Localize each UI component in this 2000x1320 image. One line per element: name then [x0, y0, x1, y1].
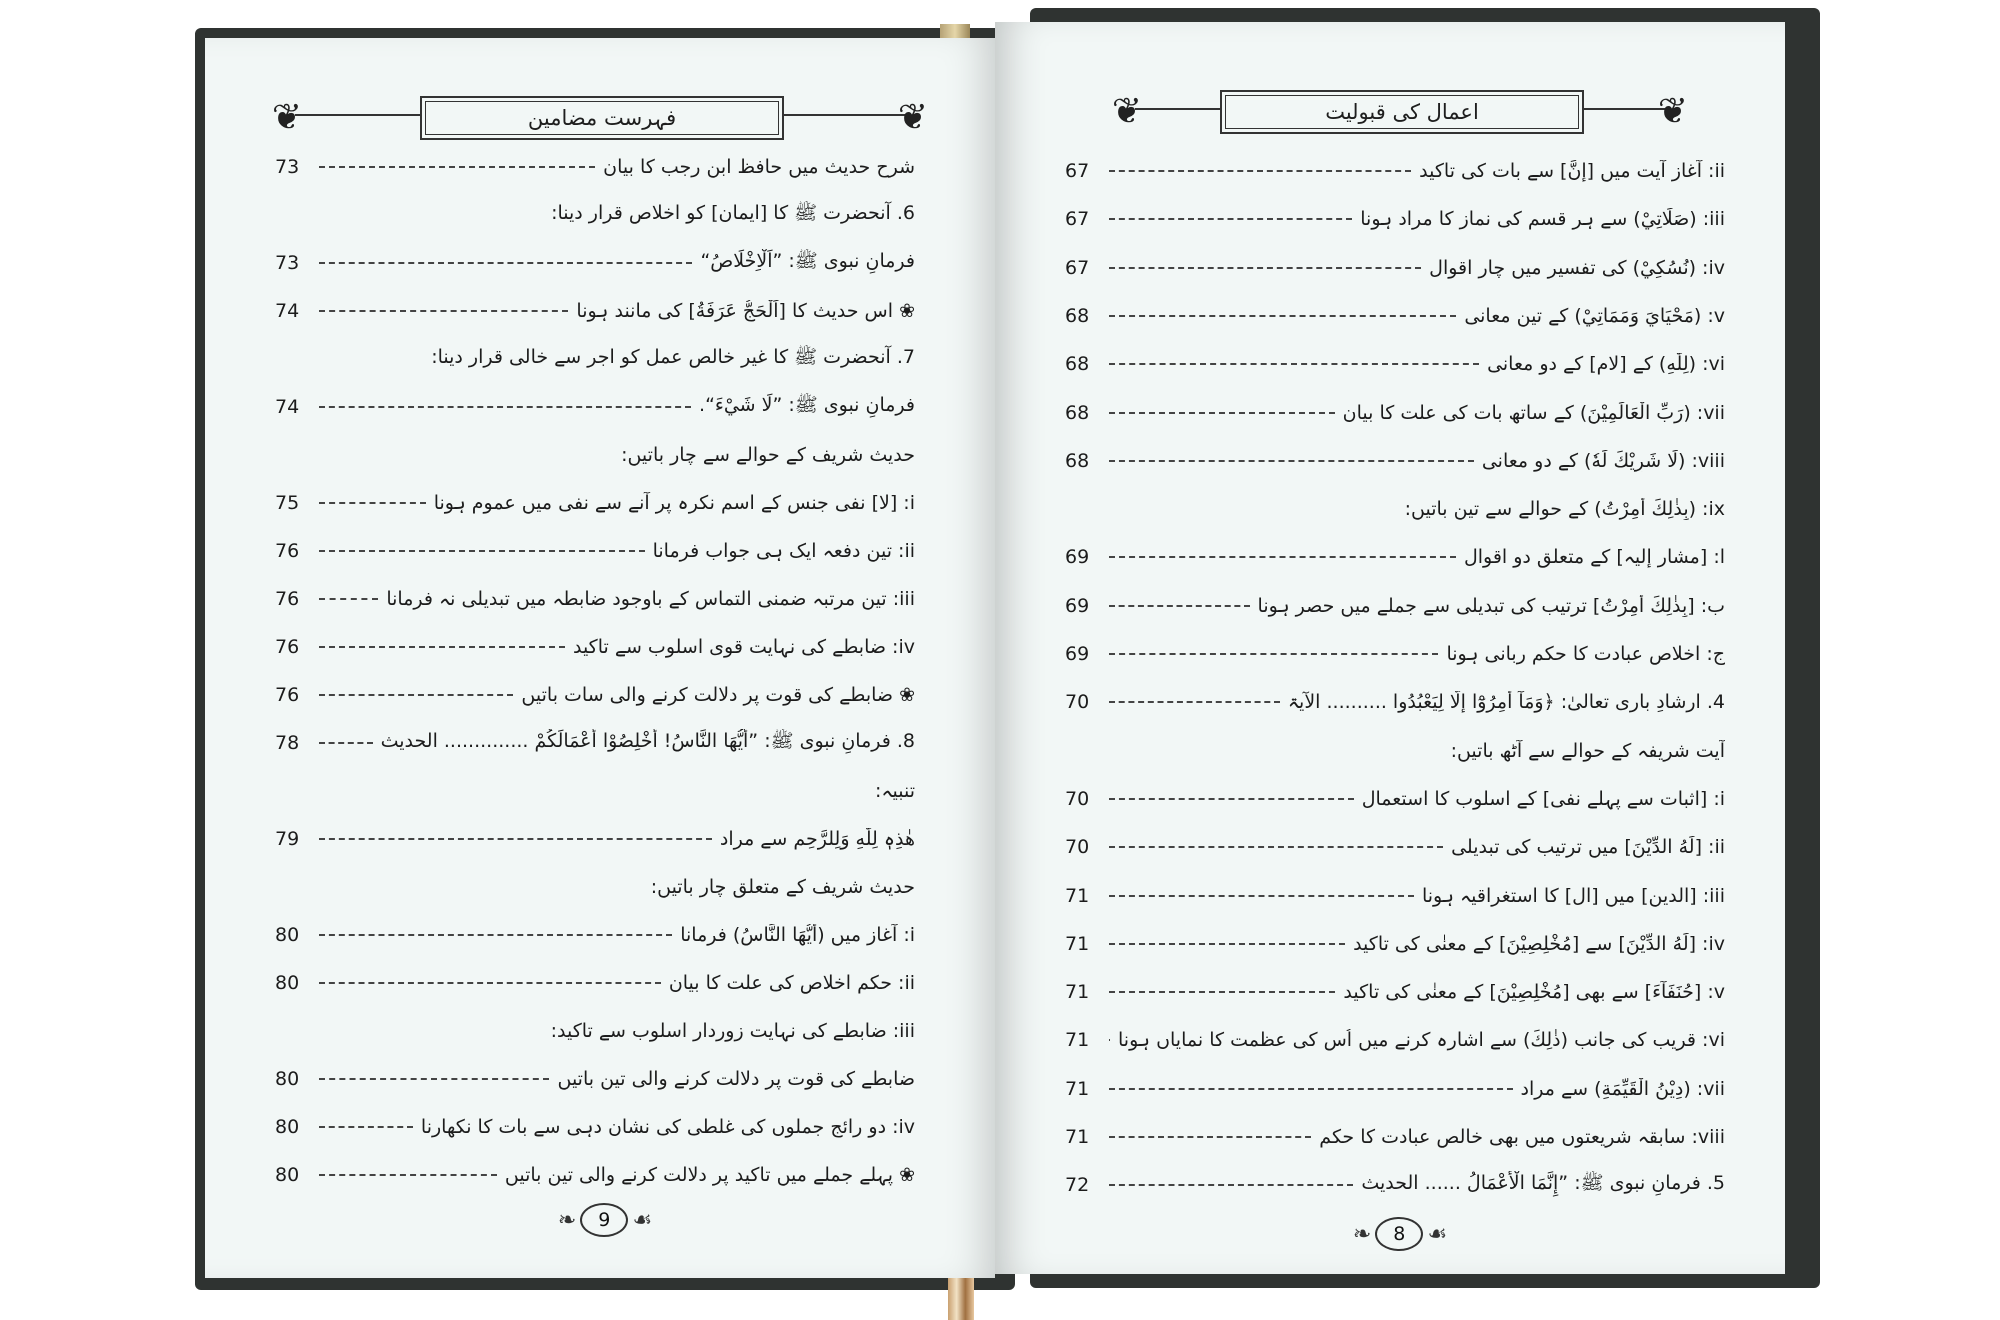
toc-entry	[275, 390, 915, 424]
toc-entry-text: v: [حُنَفَآءَ] سے بھی [مُخْلِصِيْنَ] کے معنٰی کی تاکید	[1343, 981, 1725, 1004]
toc-page-number: 67	[1065, 208, 1090, 231]
toc-entry	[1065, 975, 1725, 1009]
toc-entry-text: i: [اثبات سے پہلے نفی] کے اسلوب کا استعمال	[1361, 787, 1725, 810]
toc-entry	[1065, 299, 1725, 333]
toc-entry	[1065, 492, 1725, 526]
toc-entry-text: iii: [الدین] میں [ال] کا استغراقیہ ہونا	[1421, 884, 1725, 907]
toc-page-number: 71	[1065, 981, 1090, 1004]
ornament-icon: ❦	[271, 97, 303, 138]
page-title: اعمال کی قبولیت	[1220, 90, 1584, 134]
dot-leader	[1109, 895, 1414, 897]
toc-entry	[1065, 1023, 1725, 1057]
toc-entry-text: iii: تین مرتبہ ضمنی التماس کے باوجود ضابطہ میں تبدیلی نہ فرمانا	[386, 588, 915, 610]
toc-entry-text: ب: [بِذٰلِكَ أُمِرْتُ] ترتیب کی تبدیلی سے جملے میں حصر ہونا	[1257, 594, 1725, 617]
ornament-icon: ❦	[1111, 91, 1143, 132]
toc-entry-text: v: (مَحْيَايَ وَمَمَاتِيْ) کے تین معانی	[1464, 304, 1725, 327]
flourish-icon: ❧	[1352, 1221, 1372, 1247]
toc-entry	[1065, 347, 1725, 381]
toc-entry	[275, 1110, 915, 1144]
toc-page-number: 74	[275, 300, 300, 322]
toc-entry	[275, 822, 915, 856]
toc-page-number: 75	[275, 492, 300, 514]
toc-entry	[1065, 734, 1725, 768]
dot-leader	[1109, 701, 1280, 703]
toc-entry	[275, 918, 915, 952]
dot-leader	[1109, 170, 1411, 172]
toc-entry	[275, 438, 915, 472]
gilt-page-edge	[940, 24, 970, 38]
dot-leader	[319, 262, 692, 264]
dot-leader	[1109, 605, 1250, 607]
toc-entry	[275, 486, 915, 520]
toc-page-number: 68	[1065, 449, 1090, 472]
toc-entry-text: 7. آنحضرت ﷺ کا غیر خالص عمل کو اجر سے خالی قرار دینا:	[431, 346, 915, 368]
dot-leader	[319, 646, 565, 648]
toc-entry	[275, 678, 915, 712]
page-title: فہرست مضامین	[420, 96, 784, 140]
toc-entry-text: 4. ارشادِ باری تعالیٰ: ﴿وَمَآ أُمِرُوْٓا إِلَّا لِيَعْبُدُوا .......... الآیۃ	[1287, 691, 1725, 714]
toc-page-number: 76	[275, 684, 300, 706]
toc-entry	[1065, 782, 1725, 816]
page-footer	[1325, 1214, 1475, 1254]
toc-page-number: 68	[1065, 353, 1090, 376]
dot-leader	[1109, 460, 1474, 462]
toc-entry	[1065, 444, 1725, 478]
toc-page-number: 69	[1065, 594, 1090, 617]
toc-entry	[1065, 396, 1725, 430]
toc-entry-text: iii: ضابطے کی نہایت زوردار اسلوب سے تاکید:	[550, 1020, 915, 1042]
dot-leader	[1109, 1136, 1311, 1138]
toc-page-number: 74	[275, 396, 300, 418]
toc-page-number: 67	[1065, 160, 1090, 182]
toc-page-number: 80	[275, 1068, 300, 1090]
toc-entry-text: ii: آغازِ آیت میں [إِنَّ] سے بات کی تاکید	[1419, 160, 1725, 182]
toc-page-number: 68	[1065, 304, 1090, 327]
toc-entry-text: ج: اخلاص عبادت کا حکم ربانی ہونا	[1446, 643, 1725, 665]
toc-page-number: 80	[275, 972, 300, 994]
dot-leader	[319, 1126, 413, 1128]
dot-leader	[1109, 846, 1443, 848]
toc-entry-text: شرح حدیث میں حافظ ابن رجب کا بیان	[603, 156, 915, 178]
toc-page-number: 73	[275, 252, 300, 274]
toc-entry-text: vii: (رَبِّ الْعَالَمِيْنَ) کے ساتھ بات کی علت کا بیان	[1342, 401, 1725, 424]
right-page-header	[1105, 84, 1689, 144]
toc-page-number: 71	[1065, 932, 1090, 955]
toc-entry	[275, 630, 915, 664]
right-page	[995, 22, 1785, 1274]
ornament-icon: ❦	[1657, 91, 1689, 132]
toc-entry-text: ix: (بِذٰلِكَ أُمِرْتُ) کے حوالے سے تین باتیں:	[1404, 498, 1725, 521]
toc-entry	[275, 774, 915, 808]
toc-entry	[1065, 202, 1725, 236]
toc-entry	[1065, 1120, 1725, 1154]
dot-leader	[319, 934, 672, 936]
toc-entry	[275, 582, 915, 616]
toc-entry	[275, 342, 915, 376]
toc-entry	[275, 1014, 915, 1048]
toc-entry	[275, 150, 915, 184]
page-footer	[530, 1200, 680, 1240]
toc-page-number: 69	[1065, 643, 1090, 665]
toc-page-number: 76	[275, 636, 300, 658]
toc-entry-text: vii: (دِيْنُ الْقَيِّمَةِ) سے مراد	[1520, 1077, 1725, 1100]
toc-entry	[1065, 251, 1725, 285]
toc-entry-text: vi: (لِلّٰهِ) کے [لام] کے دو معانی	[1487, 353, 1725, 376]
toc-entry	[1065, 685, 1725, 719]
toc-entry	[275, 534, 915, 568]
page-number: 8	[1375, 1217, 1423, 1251]
toc-entry-text: i: [لا] نفی جنس کے اسم نکرہ پر آنے سے نفی میں عموم ہونا	[433, 492, 915, 514]
toc-page-number: 78	[275, 732, 300, 754]
dot-leader	[319, 598, 378, 600]
dot-leader	[319, 166, 595, 168]
toc-entry-text: حدیث شریف کے متعلق چار باتیں:	[650, 876, 915, 898]
toc-entry	[275, 870, 915, 904]
toc-page-number: 76	[275, 540, 300, 562]
toc-entry	[275, 294, 915, 328]
toc-page-number: 80	[275, 1116, 300, 1138]
toc-entry-text: iv: (نُسُكِيْ) کی تفسیر میں چار اقوال	[1429, 256, 1725, 279]
toc-entry-text: iii: (صَلَاتِيْ) سے ہر قسم کی نماز کا مراد ہونا	[1360, 208, 1725, 231]
toc-entry-text: ii: حکم اخلاص کی علت کا بیان	[668, 972, 915, 994]
dot-leader	[1109, 991, 1335, 993]
toc-entry	[275, 1062, 915, 1096]
dot-leader	[1109, 1088, 1513, 1090]
toc-entry-text: حدیث شریف کے حوالے سے چار باتیں:	[621, 444, 915, 466]
toc-page-number: 70	[1065, 836, 1090, 859]
toc-entry-text: تنبیہ:	[874, 780, 915, 802]
dot-leader	[1109, 798, 1354, 800]
toc-entry-text: ❀ پہلے جملے میں تاکید پر دلالت کرنے والی تین باتیں	[504, 1164, 915, 1186]
toc-entry-text: iv: [لَهُ الدِّيْنَ] سے [مُخْلِصِيْنَ] کے معنٰی کی تاکید	[1353, 932, 1725, 955]
dot-leader	[1109, 943, 1345, 945]
toc-entry	[275, 198, 915, 232]
toc-page-number: 70	[1065, 787, 1090, 810]
dot-leader	[319, 742, 373, 744]
dot-leader	[1109, 218, 1352, 220]
dot-leader	[1109, 267, 1421, 269]
toc-entry	[1065, 879, 1725, 913]
dot-leader	[319, 406, 691, 408]
toc-entry-text: 8. فرمانِ نبوی ﷺ: ”أَيُّهَا النَّاسُ! أَخْلِصُوْا أَعْمَالَكُمْ .............. الحدیث	[380, 730, 915, 752]
toc-page-number: 73	[275, 156, 300, 178]
toc-entry-text: 6. آنحضرت ﷺ کا [ایمان] کو اخلاص قرار دینا:	[551, 202, 915, 224]
toc-page-number: 68	[1065, 401, 1090, 424]
toc-entry	[275, 966, 915, 1000]
dot-leader	[319, 502, 426, 504]
toc-page-number: 80	[275, 1164, 300, 1186]
toc-entry-text: ii: [لَهُ الدِّيْنَ] میں ترتیب کی تبدیلی	[1451, 836, 1725, 859]
dot-leader	[319, 1174, 497, 1176]
dot-leader	[1109, 556, 1456, 558]
toc-entry-text: ii: تین دفعہ ایک ہی جواب فرمانا	[652, 540, 915, 562]
toc-entry-text: viii: سابقہ شریعتوں میں بھی خالص عبادت کا حکم	[1319, 1126, 1725, 1148]
toc-page-number: 69	[1065, 546, 1090, 569]
toc-entry-text: فرمانِ نبوی ﷺ: ”اَلْاِخْلَاصُ“	[700, 250, 915, 272]
ornament-icon: ❦	[897, 97, 929, 138]
page-number: 9	[580, 1203, 628, 1237]
left-page-header	[265, 90, 935, 150]
toc-entry	[1065, 540, 1725, 574]
flourish-icon: ☙	[1427, 1221, 1448, 1247]
toc-entry-text: ❀ ضابطے کی قوت پر دلالت کرنے والی سات باتیں	[521, 684, 915, 706]
toc-entry	[1065, 830, 1725, 864]
toc-page-number: 71	[1065, 1126, 1090, 1148]
dot-leader	[319, 550, 645, 552]
toc-entry-text: 5. فرمانِ نبوی ﷺ: ”إِنَّمَا الْأَعْمَالُ ...... الحدیث	[1361, 1172, 1725, 1195]
toc-entry-text: iv: ضابطے کی نہایت قوی اسلوب سے تاکید	[572, 636, 915, 658]
toc-entry	[275, 726, 915, 760]
toc-entry-text: iv: دو رائج جملوں کی غلطی کی نشان دہی سے بات کا نکھارنا	[420, 1116, 915, 1138]
toc-page-number: 79	[275, 828, 300, 850]
toc-entry-text: viii: (لَا شَرِيْكَ لَهٗ) کے دو معانی	[1481, 449, 1725, 472]
left-page	[205, 38, 995, 1278]
toc-entry-text: ❀ اس حدیث کا [اَلْحَجُّ عَرَفَةُ] کی مانند ہونا	[576, 300, 915, 322]
toc-entry-text: ا: [مشار إلیہ] کے متعلق دو اقوال	[1463, 546, 1725, 569]
toc-page-number: 80	[275, 924, 300, 946]
dot-leader	[319, 310, 568, 312]
flourish-icon: ☙	[632, 1207, 653, 1233]
toc-page-number: 71	[1065, 884, 1090, 907]
toc-entry	[275, 1158, 915, 1192]
toc-entry-text: vi: قریب کی جانب (ذٰلِكَ) سے اشارہ کرنے میں اُس کی عظمت کا نمایاں ہونا	[1118, 1029, 1725, 1052]
toc-page-number: 76	[275, 588, 300, 610]
dot-leader	[1109, 412, 1335, 414]
toc-entry	[1065, 589, 1725, 623]
toc-entry	[1065, 637, 1725, 671]
toc-entry	[1065, 154, 1725, 188]
toc-page-number: 71	[1065, 1029, 1090, 1052]
dot-leader	[319, 982, 661, 984]
dot-leader	[319, 1078, 549, 1080]
toc-entry	[275, 246, 915, 280]
toc-entry	[1065, 927, 1725, 961]
dot-leader	[319, 838, 712, 840]
dot-leader	[1109, 1039, 1110, 1041]
toc-entry	[1065, 1072, 1725, 1106]
dot-leader	[1109, 363, 1479, 365]
toc-entry-text: فرمانِ نبوی ﷺ: ”لَا شَيْءَ“.	[699, 394, 915, 416]
toc-entry-text: ضابطے کی قوت پر دلالت کرنے والی تین باتیں	[557, 1068, 915, 1090]
toc-entry-text: هٰذِهٖ لِلّٰهِ وَلِلرَّحِمِ سے مراد	[719, 828, 915, 850]
toc-entry	[1065, 1168, 1725, 1202]
toc-page-number: 70	[1065, 691, 1090, 714]
bookmark-ribbon	[948, 1275, 974, 1320]
toc-page-number: 71	[1065, 1077, 1090, 1100]
flourish-icon: ❧	[557, 1207, 577, 1233]
dot-leader	[319, 694, 513, 696]
dot-leader	[1109, 653, 1438, 655]
dot-leader	[1109, 315, 1456, 317]
dot-leader	[1109, 1184, 1353, 1186]
toc-page-number: 67	[1065, 256, 1090, 279]
toc-page-number: 72	[1065, 1174, 1090, 1197]
toc-entry-text: آیت شریفہ کے حوالے سے آٹھ باتیں:	[1450, 739, 1725, 762]
toc-entry-text: i: آغاز میں (أَيُّهَا النَّاسُ) فرمانا	[680, 924, 915, 946]
